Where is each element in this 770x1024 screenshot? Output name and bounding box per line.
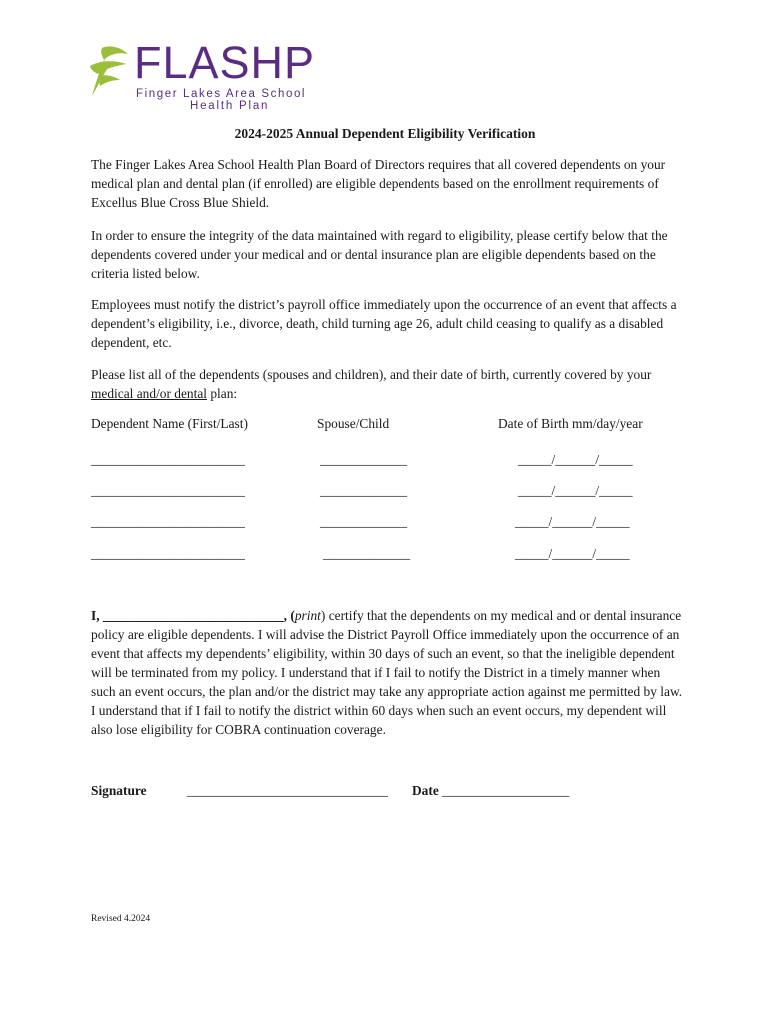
header-spouse-child: Spouse/Child xyxy=(317,416,390,431)
paragraph-integrity: In order to ensure the integrity of the data maintained with regard to eligibility, please certify below that the dependents covered under your medical and or dental insurance plan are eligible dependents based on the criteria listed below. xyxy=(91,228,668,281)
spouse-child-field[interactable]: _____________ xyxy=(320,483,408,498)
date-label: Date xyxy=(412,783,439,798)
date-of-birth-field[interactable]: _____/______/_____ xyxy=(515,546,630,561)
list-instructions-text: Please list all of the dependents (spouses and children), and their date of birth, currently covered by your xyxy=(91,367,652,382)
dependent-name-field[interactable]: _______________________ xyxy=(91,546,245,561)
spouse-child-field[interactable]: _____________ xyxy=(320,514,408,529)
spouse-child-field[interactable]: _____________ xyxy=(323,546,411,561)
date-of-birth-field[interactable]: _____/______/_____ xyxy=(515,514,630,529)
date-of-birth-field[interactable]: _____/______/_____ xyxy=(518,452,633,467)
logo-wordmark: FLASHP xyxy=(134,37,316,88)
logo-subtitle-line1: Finger Lakes Area School xyxy=(136,88,307,100)
date-of-birth-field[interactable]: _____/______/_____ xyxy=(518,483,633,498)
header-dependent-name: Dependent Name (First/Last) xyxy=(91,416,248,431)
dependent-name-field[interactable]: _______________________ xyxy=(91,483,245,498)
paragraph-list-instructions xyxy=(91,365,691,403)
date-line[interactable]: ___________________ xyxy=(442,783,570,798)
dependent-name-field[interactable]: _______________________ xyxy=(91,514,245,529)
print-label: print xyxy=(294,608,321,623)
dependent-name-field[interactable]: _______________________ xyxy=(91,452,245,467)
medical-dental-underlined: medical and/or dental xyxy=(91,386,208,401)
paragraph-notify: Employees must notify the district’s payroll office immediately upon the occurrence of an event that affects a dependent’s eligibility, i.e., divorce, death, child turning age 26, adult child ceasing to qualify as a disabled dependent, etc. xyxy=(91,297,677,350)
spouse-child-field[interactable]: _____________ xyxy=(320,452,408,467)
logo-subtitle-line2: Health Plan xyxy=(190,100,270,112)
list-instructions-end: plan: xyxy=(207,386,238,401)
paragraph-requirements: The Finger Lakes Area School Health Plan Board of Directors requires that all covered dependents on your medical plan and dental plan (if enrolled) are eligible dependents based on the enrollment requirements of Excellus Blue Cross Blue Shield. xyxy=(91,157,666,210)
signature-label: Signature xyxy=(91,783,147,798)
revision-note: Revised 4.2024 xyxy=(91,914,151,924)
flashp-logo xyxy=(88,37,338,114)
leaf-logo-icon xyxy=(88,46,136,98)
certification-body: ) certify that the dependents on my medical and or dental insurance policy are eligible dependents. I will advise the District Payroll Office immediately upon the occurrence of an event that affects my dependents’ eligibility, within 30 days of such an event, so that the ineligible dependent will be terminated from my policy. I understand that if I fail to notify the District in a timely manner when such an event occurs, the plan and/or the district may take any appropriate action against me permitted by law. I understand that if I fail to notify the district within 60 days when such an event occurs, my dependent will also lose eligibility for COBRA continuation coverage. xyxy=(91,608,683,737)
certification-statement xyxy=(91,606,687,739)
certification-lead[interactable]: I, ___________________________, ( xyxy=(91,608,295,623)
header-date-of-birth: Date of Birth mm/day/year xyxy=(498,416,643,431)
document-title: 2024-2025 Annual Dependent Eligibility Verification xyxy=(234,126,536,141)
signature-line[interactable]: ______________________________ xyxy=(187,783,388,798)
